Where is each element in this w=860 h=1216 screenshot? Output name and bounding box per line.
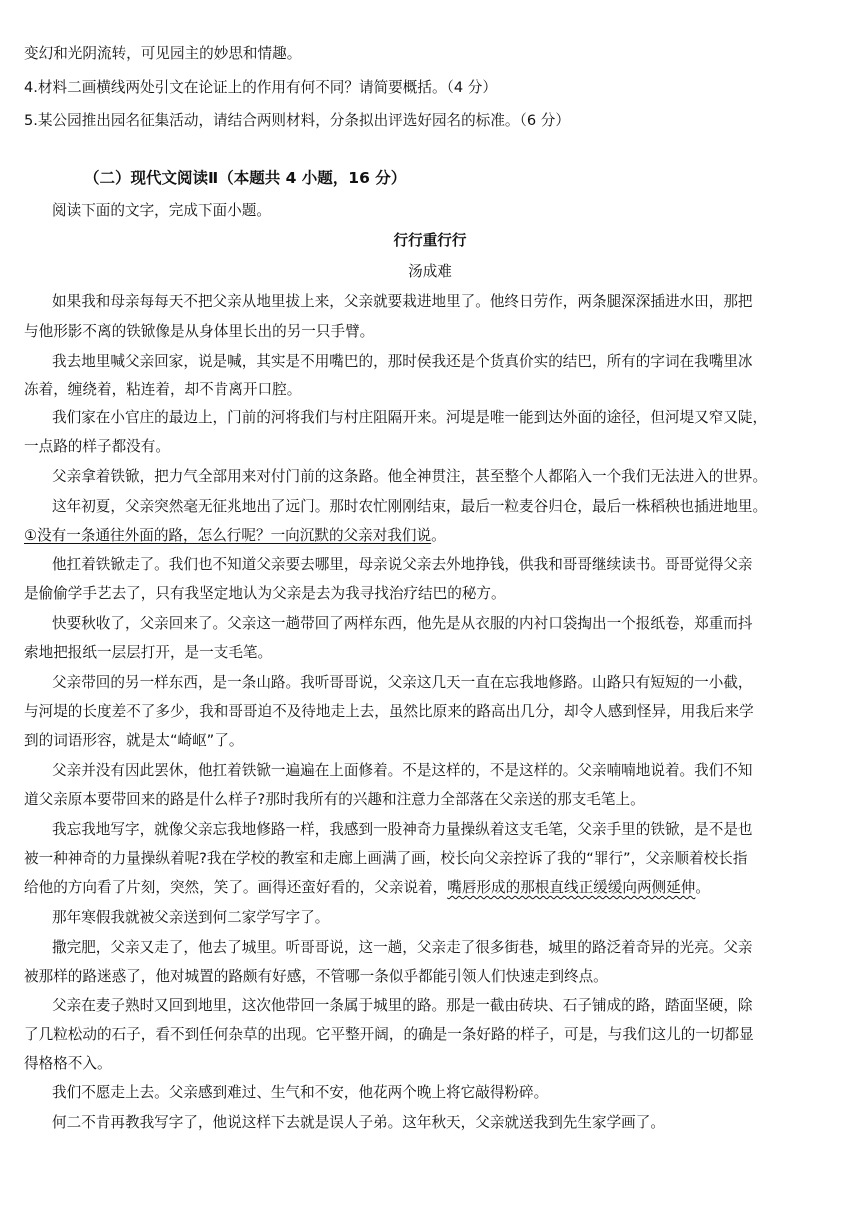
paragraph-10-line-2: 被一种神奇的力量操纵着呢?我在学校的教室和走廊上画满了画，校长向父亲控诉了我的“罪行”，父亲顺着校长指 <box>24 850 748 867</box>
paragraph-2-line-1: 我去地里喊父亲回家，说是喊，其实是不用嘴巴的，那时侯我还是个货真价实的结巴，所有的字词在我嘴里冰 <box>52 353 753 370</box>
paragraph-11-line-1: 那年寒假我就被父亲送到何二家学写字了。 <box>52 909 330 926</box>
paragraph-8-line-2: 与河堤的长度差不了多少，我和哥哥迫不及待地走上去，虽然比原来的路高出几分，却令人感到怪异，用我后来学 <box>24 703 754 720</box>
paragraph-13-line-2: 了几粒松动的石子，看不到任何杂草的出现。它平整开阔，的确是一条好路的样子，可是，与我们这儿的一切都显 <box>24 1026 754 1043</box>
section-instruction: 阅读下面的文字，完成下面小题。 <box>52 202 271 219</box>
underlined-quote-1: ①没有一条通往外面的路，怎么行呢？一向沉默的父亲对我们说 <box>24 527 432 544</box>
paragraph-7-line-2: 索地把报纸一层层打开，是一支毛笔。 <box>24 644 273 661</box>
wavy-underlined-sentence: 嘴唇形成的那根直线正缓缓向两侧延伸 <box>447 879 696 896</box>
paragraph-6-line-1: 他扛着铁锨走了。我们也不知道父亲要去哪里，母亲说父亲去外地挣钱，供我和哥哥继续读书。哥哥觉得父亲 <box>52 556 753 573</box>
paragraph-6-line-2: 是偷偷学手艺去了，只有我坚定地认为父亲是去为我寻找治疗结巴的秘方。 <box>24 585 506 602</box>
section-heading: （二）现代文阅读Ⅱ（本题共 4 小题，16 分） <box>84 169 407 187</box>
paragraph-5-line-2 <box>24 526 836 546</box>
paragraph-12-line-1: 撒完肥，父亲又走了，他去了城里。听哥哥说，这一趟，父亲走了很多街巷，城里的路泛着奇异的光亮。父亲 <box>52 939 753 956</box>
paragraph-9-line-2: 道父亲原本要带回来的路是什么样子?那时我所有的兴趣和注意力全部落在父亲送的那支毛笔上。 <box>24 791 645 808</box>
paragraph-1-line-1: 如果我和母亲每每天不把父亲从地里拔上来，父亲就要栽进地里了。他终日劳作，两条腿深深插进水田，那把 <box>52 293 753 310</box>
paragraph-3-line-2: 一点路的样子都没有。 <box>24 438 170 455</box>
article-title: 行行重行行 <box>393 232 467 249</box>
question-5: 5.某公园推出园名征集活动，请结合两则材料，分条拟出评选好园名的标准。（6 分） <box>24 112 570 129</box>
paragraph-2-line-2: 冻着，缠绕着，粘连着，却不肯离开口腔。 <box>24 381 302 398</box>
paragraph-13-line-3: 得格格不入。 <box>24 1055 112 1072</box>
paragraph-4-line-1: 父亲拿着铁锨，把力气全部用来对付门前的这条路。他全神贯注，甚至整个人都陷入一个我们无法进入的世界。 <box>52 468 768 485</box>
paragraph-12-line-2: 被那样的路迷惑了，他对城置的路颇有好感，不管哪一条似乎都能引领人们快速走到终点。 <box>24 968 608 985</box>
paragraph-8-line-3: 到的词语形容，就是太“崎岖”了。 <box>24 732 244 749</box>
paragraph-15-line-1: 何二不肯再教我写字了，他说这样下去就是误人子弟。这年秋天，父亲就送我到先生家学画了。 <box>52 1114 665 1131</box>
paragraph-9-line-1: 父亲并没有因此罢休，他扛着铁锨一遍遍在上面修着。不是这样的，不是这样的。父亲喃喃地说着。我们不知 <box>52 762 753 779</box>
question-3-continuation: 变幻和光阴流转，可见园主的妙思和情趣。 <box>24 45 302 62</box>
question-4: 4.材料二画横线两处引文在论证上的作用有何不同？请简要概括。（4 分） <box>24 79 497 96</box>
paragraph-5-end: 。 <box>431 527 446 544</box>
paragraph-1-line-2: 与他形影不离的铁锨像是从身体里长出的另一只手臂。 <box>24 323 375 340</box>
article-author: 汤成难 <box>408 263 452 280</box>
paragraph-10-line-3 <box>24 878 836 898</box>
paragraph-10-end: 。 <box>695 879 710 896</box>
paragraph-8-line-1: 父亲带回的另一样东西，是一条山路。我听哥哥说，父亲这几天一直在忘我地修路。山路只有短短的一小截， <box>52 674 753 691</box>
paragraph-10-line-1: 我忘我地写字，就像父亲忘我地修路一样，我感到一股神奇力量操纵着这支毛笔，父亲手里的铁锨，是不是也 <box>52 821 753 838</box>
paragraph-7-line-1: 快要秋收了，父亲回来了。父亲这一趟带回了两样东西，他先是从衣服的内衬口袋掏出一个报纸卷，郑重而抖 <box>52 615 753 632</box>
paragraph-10-line-3-text: 给他的方向看了片刻，突然，笑了。画得还蛮好看的，父亲说着， <box>24 879 448 896</box>
paragraph-14-line-1: 我们不愿走上去。父亲感到难过、生气和不安，他花两个晚上将它敲得粉碎。 <box>52 1084 549 1101</box>
paragraph-3-line-1: 我们家在小官庄的最边上，门前的河将我们与村庄阻隔开来。河堤是唯一能到达外面的途径，但河堤又窄又陡， <box>52 409 768 426</box>
paragraph-13-line-1: 父亲在麦子熟时又回到地里，这次他带回一条属于城里的路。那是一截由砖块、石子铺成的路，踏面坚硬，除 <box>52 997 753 1014</box>
paragraph-5-line-1: 这年初夏，父亲突然毫无征兆地出了远门。那时农忙刚刚结束，最后一粒麦谷归仓，最后一株稻秧也插进地里。 <box>52 498 768 515</box>
